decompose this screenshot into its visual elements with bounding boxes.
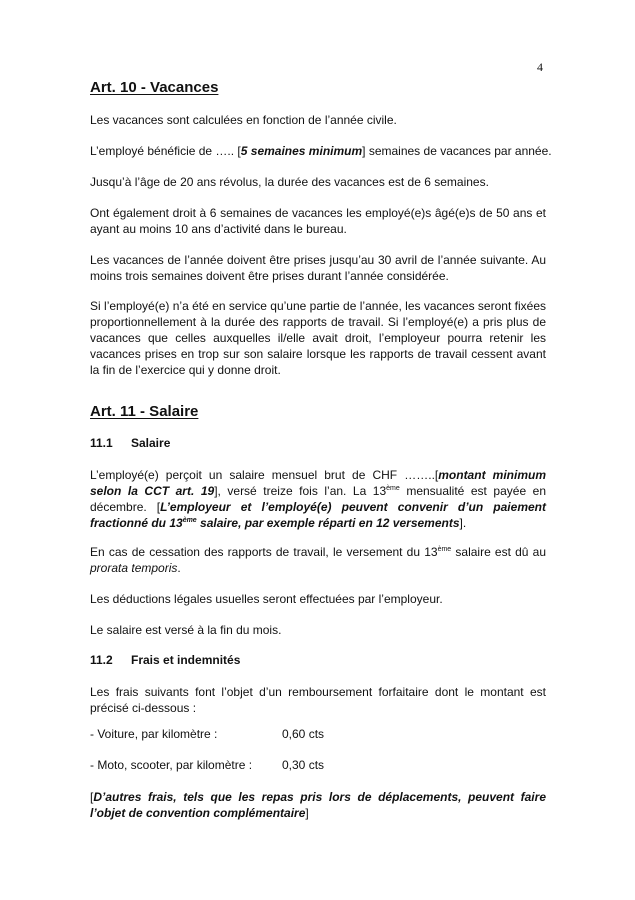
subsection-11-2-heading: 11.2 Frais et indemnités [90,653,241,667]
expense-row-car: - Voiture, par kilomètre : 0,60 cts [90,727,325,741]
art11-1-paragraph-2: En cas de cessation des rapports de travail, le versement du 13ème salaire est dû au prorata temporis. [90,545,547,575]
art11-2-paragraph-1: Les frais suivants font l’objet d’un remboursement forfaitaire dont le montant est précisé ci-dessous : [90,685,546,715]
art11-2-paragraph-2: [D’autres frais, tels que les repas pris lors de déplacements, peuvent faire l’objet de convention complémentaire] [90,790,546,820]
art10-paragraph-3: Jusqu’à l’âge de 20 ans révolus, la durée des vacances est de 6 semaines. [90,175,489,189]
expense-row-moto: - Moto, scooter, par kilomètre : 0,30 cts [90,758,325,772]
page-number: 4 [537,60,543,74]
art11-1-paragraph-1: L’employé(e) perçoit un salaire mensuel brut de CHF ……..[montant minimum selon la CCT art. 19], versé treize fois l’an. La 13ème mensualité est payée en décembre. [L’employeur et l’employé(e) peuvent convenir d’un paiement fractionné du 13ème salaire, par exemple réparti en 12 versements]. [90,468,547,530]
art10-paragraph-4: Ont également droit à 6 semaines de vacances les employé(e)s âgé(e)s de 50 ans et ayant au moins 10 ans d’activité dans le bureau. [90,206,546,236]
art11-1-paragraph-4: Le salaire est versé à la fin du mois. [90,623,282,637]
subsection-11-1-heading: 11.1 Salaire [90,436,171,450]
art11-heading: Art. 11 - Salaire [90,403,199,420]
art10-paragraph-5: Les vacances de l’année doivent être prises jusqu’au 30 avril de l’année suivante. Au moins trois semaines doivent être prises durant l’année considérée. [90,253,546,283]
art10-heading: Art. 10 - Vacances [90,79,219,96]
art10-paragraph-6: Si l’employé(e) n’a été en service qu’une partie de l’année, les vacances seront fixées proportionnellement à la durée des rapports de travail. Si l’employé(e) a pris plus de vacances que celles auxquelles il/elle avait droit, l’employeur pourra retenir les vacances prises en trop sur son salaire lorsque les rapports de travail cessent avant la fin de l’exercice qui y donne droit. [90,299,546,377]
art10-paragraph-1: Les vacances sont calculées en fonction de l’année civile. [90,113,397,127]
art11-1-paragraph-3: Les déductions légales usuelles seront effectuées par l’employeur. [90,592,443,606]
art10-paragraph-2: L’employé bénéficie de ….. [5 semaines minimum] semaines de vacances par année. [90,144,552,158]
